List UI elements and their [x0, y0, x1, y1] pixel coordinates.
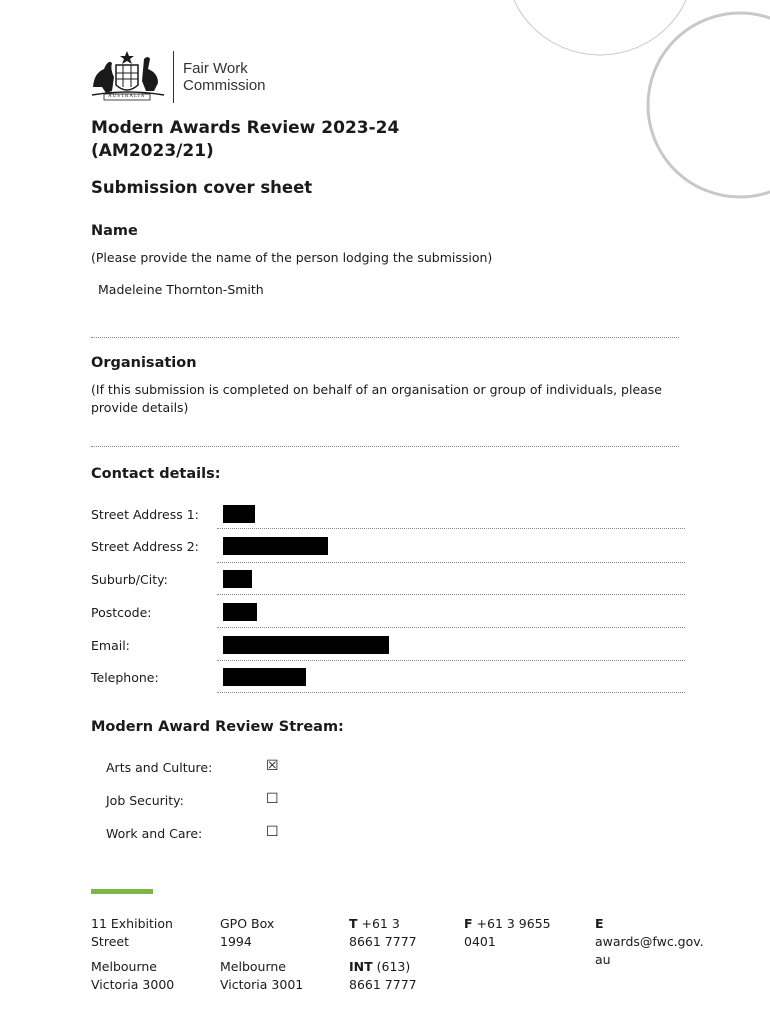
name-instruction: (Please provide the name of the person lodging the submission): [91, 250, 493, 265]
stream-arts-culture-label: Arts and Culture:: [106, 760, 213, 775]
footer-int-line2: 8661 7777: [349, 977, 417, 992]
stream-job-security-label: Job Security:: [106, 793, 184, 808]
organisation-instruction-line1: (If this submission is completed on behalf of an organisation or group of individuals, please: [91, 382, 662, 397]
footer-po-line2: 1994: [220, 934, 252, 949]
stream-heading: Modern Award Review Stream:: [91, 719, 344, 735]
footer-street-address: [91, 915, 174, 994]
title-line2: (AM2023/21): [91, 141, 214, 161]
footer-fax: [464, 915, 551, 951]
footer-tel-line1: +61 3: [357, 916, 400, 931]
document-title: [91, 117, 399, 163]
suburb-city-label: Suburb/City:: [91, 572, 168, 587]
footer-email-line1[interactable]: awards@fwc.gov.: [595, 934, 704, 949]
footer-postal-address: [220, 915, 303, 994]
suburb-city-redacted: [223, 570, 252, 588]
footer-int-prefix: INT: [349, 959, 373, 974]
footer-tel-prefix: T: [349, 916, 358, 931]
contact-heading: Contact details:: [91, 466, 221, 482]
footer-email-line2[interactable]: au: [595, 952, 611, 967]
footer-email-prefix: E: [595, 916, 604, 931]
footer-po-line4: Victoria 3001: [220, 977, 304, 992]
email-redacted: [223, 636, 389, 654]
footer-po-line3: Melbourne: [220, 959, 286, 974]
footer-address-line4: Victoria 3000: [91, 977, 175, 992]
organisation-heading: Organisation: [91, 355, 197, 371]
document-subtitle: Submission cover sheet: [91, 178, 313, 197]
logo-wordmark: [183, 60, 266, 94]
telephone-line: [217, 692, 685, 693]
org-name-line2: Commission: [183, 77, 266, 94]
stream-arts-culture-checkbox[interactable]: ☒: [266, 758, 279, 774]
footer-fax-line1: +61 3 9655: [472, 916, 551, 931]
footer-tel-line2: 8661 7777: [349, 934, 417, 949]
organisation-instruction: [91, 381, 662, 417]
organisation-underline: [91, 446, 679, 447]
street-address-1-redacted: [223, 505, 255, 523]
suburb-city-line: [217, 594, 685, 595]
footer-email: [595, 915, 704, 969]
footer-address-line2: Street: [91, 934, 129, 949]
postcode-redacted: [223, 603, 257, 621]
footer-fax-line2: 0401: [464, 934, 496, 949]
postcode-line: [217, 627, 685, 628]
telephone-redacted: [223, 668, 306, 686]
street-address-2-line: [217, 562, 685, 563]
footer-telephone: [349, 915, 417, 994]
street-address-1-line: [217, 528, 685, 529]
stream-work-care-checkbox[interactable]: ☐: [266, 824, 279, 840]
stream-job-security-checkbox[interactable]: ☐: [266, 791, 279, 807]
email-label: Email:: [91, 638, 130, 653]
street-address-1-label: Street Address 1:: [91, 507, 199, 522]
title-line1: Modern Awards Review 2023-24: [91, 118, 400, 138]
street-address-2-redacted: [223, 537, 328, 555]
name-heading: Name: [91, 223, 138, 239]
footer-address-line3: Melbourne: [91, 959, 157, 974]
name-value[interactable]: Madeleine Thornton-Smith: [98, 282, 264, 297]
footer-address-line1: 11 Exhibition: [91, 916, 173, 931]
stream-work-care-label: Work and Care:: [106, 826, 203, 841]
org-name-line1: Fair Work: [183, 60, 248, 77]
name-underline: [91, 337, 679, 338]
organisation-instruction-line2: provide details): [91, 400, 189, 415]
postcode-label: Postcode:: [91, 605, 152, 620]
footer-accent-bar: [91, 889, 153, 894]
crest-caption: AUSTRALIA: [108, 94, 146, 99]
footer-int-line1: (613): [372, 959, 411, 974]
logo-divider: [173, 51, 174, 103]
footer-po-line1: GPO Box: [220, 916, 275, 931]
telephone-label: Telephone:: [91, 670, 159, 685]
email-line: [217, 660, 685, 661]
street-address-2-label: Street Address 2:: [91, 539, 199, 554]
footer-fax-prefix: F: [464, 916, 473, 931]
